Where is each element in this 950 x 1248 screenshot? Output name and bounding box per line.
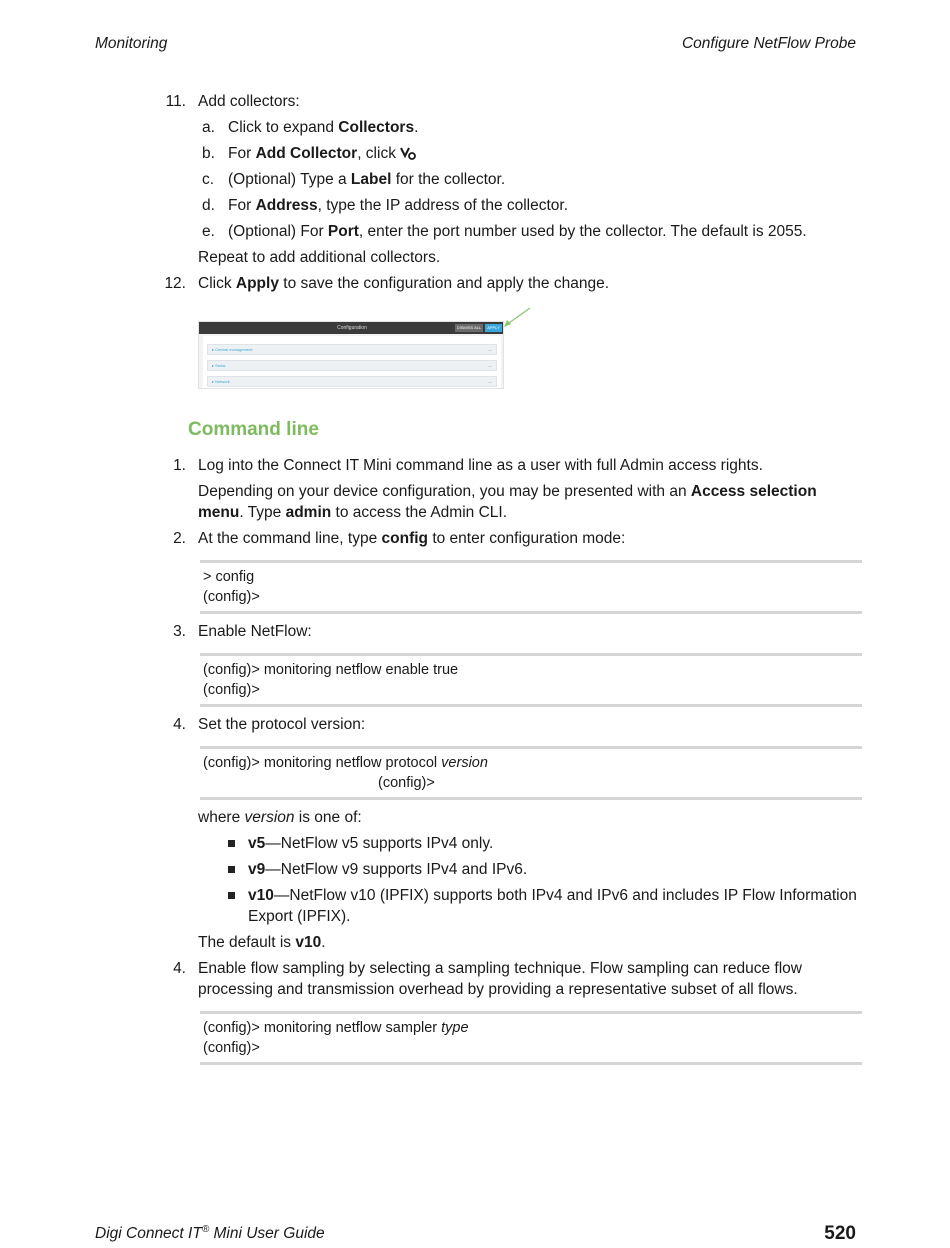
repeat-note: Repeat to add additional collectors. <box>198 249 441 266</box>
code-block <box>200 746 862 800</box>
code-line: (config)> monitoring netflow sampler type <box>203 1020 469 1036</box>
substep-text: Click to expand Collectors. <box>228 119 419 136</box>
screenshot-row: ▸ Central management — <box>207 344 497 355</box>
step-note: menu. Type admin to access the Admin CLI. <box>198 504 508 521</box>
callout-arrow <box>500 305 534 331</box>
bullet-marker <box>228 840 235 847</box>
step-note: Depending on your device configuration, you may be presented with an Access selection <box>198 483 817 500</box>
section-heading: Command line <box>188 419 319 440</box>
header-topic-title: Configure NetFlow Probe <box>681 35 856 52</box>
step-number: 1. <box>173 457 186 474</box>
substep-letter: e. <box>202 223 215 240</box>
bullet-item: v9—NetFlow v9 supports IPv4 and IPv6. <box>248 861 528 878</box>
step-text: Log into the Connect IT Mini command line as a user with full Admin access rights. <box>198 457 763 474</box>
screenshot-row: ▸ Network — <box>207 376 497 387</box>
substep-letter: d. <box>202 197 215 214</box>
code-line: (config)> <box>378 775 435 791</box>
substep-letter: a. <box>202 119 215 136</box>
code-block <box>200 560 862 614</box>
bullet-item-continued: Export (IPFIX). <box>248 908 351 925</box>
screenshot-title: Configuration <box>337 325 367 331</box>
step-text: processing and transmission overhead by providing a representative subset of all flows. <box>198 981 798 998</box>
substep-text: (Optional) Type a Label for the collector. <box>228 171 506 188</box>
step-number: 12. <box>164 275 186 292</box>
step-number: 4. <box>173 716 186 733</box>
screenshot-panel <box>203 336 501 389</box>
step-text: Add collectors: <box>198 93 300 110</box>
add-icon <box>400 145 418 167</box>
bullet-item: v5—NetFlow v5 supports IPv4 only. <box>248 835 494 852</box>
step-text: Set the protocol version: <box>198 716 366 733</box>
default-text: The default is v10. <box>198 934 326 951</box>
step-text: Enable NetFlow: <box>198 623 312 640</box>
code-block <box>200 1011 862 1065</box>
code-line: > config <box>203 569 255 585</box>
step-number: 3. <box>173 623 186 640</box>
code-line: (config)> <box>203 682 260 698</box>
substep-text: (Optional) For Port, enter the port number used by the collector. The default is 2055. <box>228 223 807 240</box>
apply-button: APPLY <box>485 324 502 332</box>
config-screenshot <box>198 321 504 389</box>
where-text: where version is one of: <box>198 809 362 826</box>
substep-text: For Address, type the IP address of the collector. <box>228 197 569 214</box>
dismiss-all-button: DISMISS ALL <box>456 325 482 330</box>
code-line: (config)> monitoring netflow protocol version <box>203 755 488 771</box>
page-number: 520 <box>824 1223 856 1244</box>
code-line: (config)> monitoring netflow enable true <box>203 662 459 678</box>
substep-text: For Add Collector, click <box>228 143 418 167</box>
bullet-marker <box>228 892 235 899</box>
step-number: 4. <box>173 960 186 977</box>
substep-letter: c. <box>202 171 215 188</box>
substep-letter: b. <box>202 145 215 162</box>
code-line: (config)> <box>203 1040 260 1056</box>
code-block <box>200 653 862 707</box>
bullet-marker <box>228 866 235 873</box>
header-section-title: Monitoring <box>95 35 168 52</box>
step-text: Enable flow sampling by selecting a sampling technique. Flow sampling can reduce flow <box>198 960 802 977</box>
code-line: (config)> <box>203 589 260 605</box>
screenshot-row: ▸ Serial — <box>207 360 497 371</box>
step-text: Click Apply to save the configuration and apply the change. <box>198 275 609 292</box>
step-text: At the command line, type config to enter configuration mode: <box>198 530 626 547</box>
footer-guide-title: Digi Connect IT® Mini User Guide <box>95 1224 325 1243</box>
step-number: 2. <box>173 530 186 547</box>
bullet-item: v10—NetFlow v10 (IPFIX) supports both IPv4 and IPv6 and includes IP Flow Information <box>248 887 857 904</box>
step-number: 11. <box>165 93 186 110</box>
